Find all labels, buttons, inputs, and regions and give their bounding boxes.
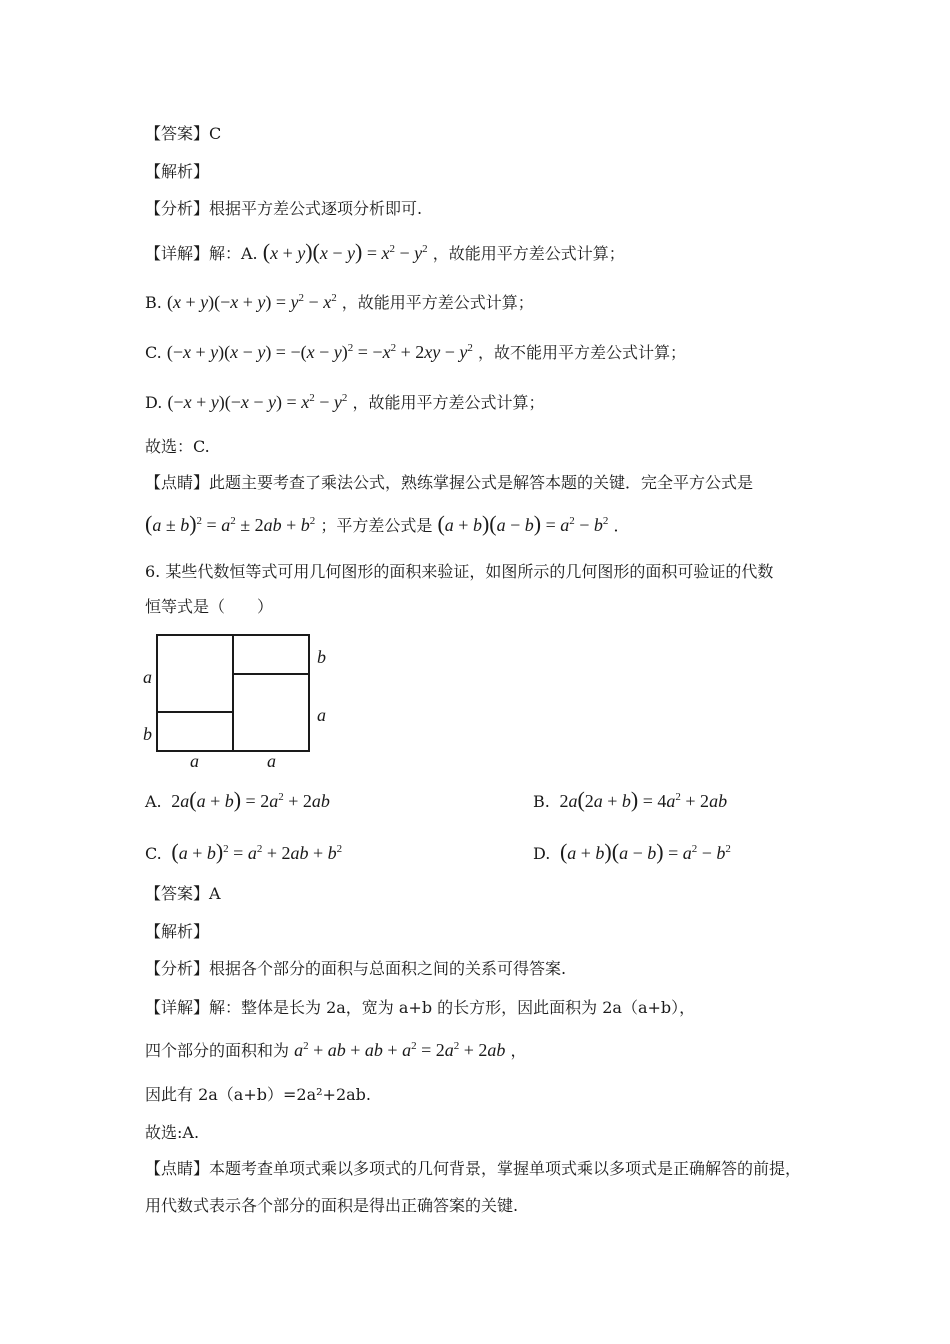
label-bottom-a1: a [190, 751, 199, 771]
q5-dianjing: 【点睛】此题主要考查了乘法公式，熟练掌握公式是解答本题的关键．完全平方公式是 [145, 473, 754, 492]
q6-sum [145, 1038, 527, 1063]
q5-fenxi: 【分析】根据平方差公式逐项分析即可. [145, 199, 423, 218]
q6-analysis-title: 【解析】 [145, 922, 210, 941]
label-right-a: a [317, 705, 326, 725]
label-right-b: b [317, 647, 326, 667]
q5-answer: 【答案】C [145, 124, 222, 143]
q5-c-prefix: C. [145, 343, 167, 362]
label-bottom-a2: a [267, 751, 276, 771]
formula-b: $(x + y)(-x + y) = y^2 - x^2$ [166, 292, 337, 312]
q6-answer: 【答案】A [145, 884, 221, 903]
formula-sum: $a^2$ + ab + ab + $a^2 = 2a^2 + 2ab$ [294, 1040, 506, 1060]
formula-d: $(-x + y)(-x - y) = x^2 - y^2$ [167, 392, 348, 412]
q6-sum-suffix: ， [510, 1041, 527, 1060]
option-d-letter: D. [533, 844, 551, 863]
option-a[interactable] [145, 788, 330, 814]
formula-a: $(x + y)(x - y) = x^2 - y^2$ [262, 239, 428, 264]
q5-detail-a [145, 240, 625, 266]
q5-dianjing-formulas [145, 512, 630, 538]
option-b[interactable] [533, 788, 727, 814]
option-c-letter: C. [145, 844, 162, 863]
q6-fenxi: 【分析】根据各个部分的面积与总面积之间的关系可得答案. [145, 959, 567, 978]
q6-dianjing1: 【点睛】本题考查单项式乘以多项式的几何背景，掌握单项式乘以多项式是正确解答的前提， [145, 1159, 802, 1178]
q6-therefore: 因此有 2a（a+b）=2a²+2ab. [145, 1085, 371, 1104]
option-d[interactable] [533, 840, 731, 866]
q6-choose: 故选:A. [145, 1123, 200, 1142]
q5-analysis-title: 【解析】 [145, 162, 210, 181]
q5-choose: 故选：C. [145, 437, 210, 456]
q6-figure [135, 625, 345, 775]
q5-d-suffix: ，故能用平方差公式计算； [352, 393, 545, 412]
option-d-formula: $(a + b)(a - b) = a^2 - b^2$ [559, 839, 731, 864]
q6-dianjing2: 用代数式表示各个部分的面积是得出正确答案的关键. [145, 1196, 519, 1215]
q5-detail-b [145, 290, 534, 315]
q5-dianjing-end: ． [613, 516, 630, 535]
q5-detail-d [145, 390, 544, 415]
q5-dianjing-mid: ；平方差公式是 [320, 516, 433, 535]
option-a-letter: A. [145, 792, 162, 811]
q5-a-suffix: ，故能用平方差公式计算； [432, 244, 625, 263]
q5-detail-prefix: 【详解】解：A. [145, 244, 263, 263]
q6-detail: 【详解】解：整体是长为 2a，宽为 a+b 的长方形，因此面积为 2a（a+b）， [145, 998, 696, 1017]
q6-stem-line1: 6. 某些代数恒等式可用几何图形的面积来验证，如图所示的几何图形的面积可验证的代数 [145, 562, 774, 581]
formula-c: $(-x + y)(x - y) = -(x - y)^2 = -x^2 + 2xy - y^2$ [166, 342, 473, 362]
option-c[interactable] [145, 840, 342, 866]
q5-c-suffix: ，故不能用平方差公式计算； [477, 343, 686, 362]
formula-square: $(a \pm b)^2 = a^2 \pm 2ab + b^2$ [145, 511, 316, 536]
formula-diff: $(a + b)(a - b) = a^2 - b^2$ [437, 511, 609, 536]
q5-b-prefix: B. [145, 293, 167, 312]
q6-sum-prefix: 四个部分的面积和为 [145, 1041, 290, 1060]
q5-detail-c [145, 340, 686, 365]
q5-b-suffix: ，故能用平方差公式计算； [341, 293, 534, 312]
label-left-b: b [143, 724, 152, 744]
option-b-formula: $2a(2a + b) = 4a^2 + 2ab$ [554, 787, 728, 812]
q6-stem-line2: 恒等式是（ ） [145, 597, 274, 616]
option-c-formula: $(a + b)^2 = a^2 + 2ab + b^2$ [171, 839, 343, 864]
q5-d-prefix: D. [145, 393, 168, 412]
option-a-formula: $2a(a + b) = 2a^2 + 2ab$ [166, 787, 330, 812]
label-left-a: a [143, 667, 152, 687]
option-b-letter: B. [533, 792, 550, 811]
